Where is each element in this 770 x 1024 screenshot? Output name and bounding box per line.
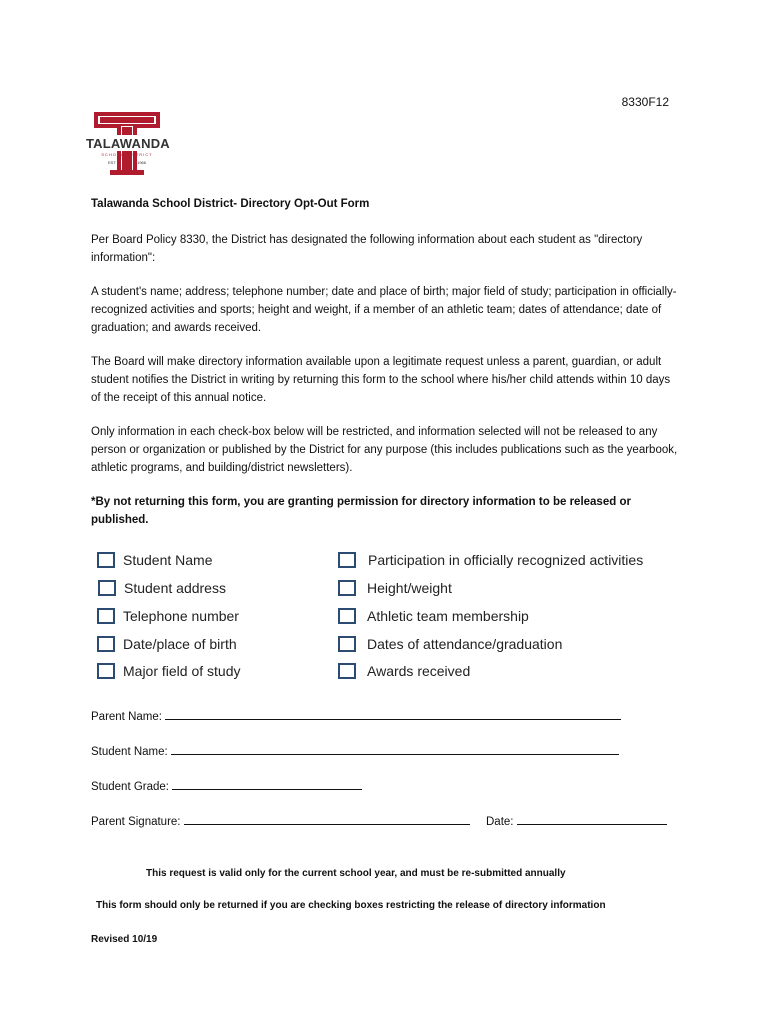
checkbox-label: Major field of study [123,663,241,679]
return-note: This form should only be returned if you are checking boxes restricting the release of directory information [96,900,606,911]
logo-word: TALAWANDA [86,136,170,151]
checkbox-icon[interactable] [338,636,356,652]
form-code: 8330F12 [621,95,669,109]
checkbox-major-field-of-study[interactable] [97,663,241,679]
parent-name-line[interactable] [165,708,621,720]
permission-warning: *By not returning this form, you are granting permission for directory information to be released or published. [91,496,631,526]
checkbox-icon[interactable] [338,608,356,624]
date-label: Date: [486,816,514,828]
parent-signature-line[interactable] [184,813,470,825]
form-title: Talawanda School District- Directory Opt-Out Form [91,198,370,210]
checkbox-athletic-team-membership[interactable] [338,608,529,624]
checkbox-dates-of-attendance[interactable] [338,636,562,652]
logo-subtitle: SCHOOL DISTRICT [101,152,153,157]
checkbox-label: Participation in officially recognized activities [368,552,644,568]
date-line[interactable] [517,813,667,825]
checkbox-label: Height/weight [367,580,452,596]
parent-signature-label: Parent Signature: [91,816,181,828]
checkbox-icon[interactable] [97,636,115,652]
logo-est-label: EST [108,160,116,165]
student-grade-field[interactable] [91,778,362,793]
student-name-label: Student Name: [91,746,168,758]
checkbox-label: Awards received [367,663,471,679]
checkbox-student-address[interactable] [98,580,226,596]
notice-paragraph: The Board will make directory information available upon a legitimate request unless a parent, guardian, or adult student notifies the District in writing by returning this form to the school where his/her child attends within 10 days of the receipt of this annual notice. [91,356,671,404]
checkbox-icon[interactable] [338,580,356,596]
checkbox-awards-received[interactable] [338,663,470,679]
checkbox-label: Telephone number [123,608,239,624]
parent-name-field[interactable] [91,708,621,723]
logo-established [108,160,146,165]
student-name-field[interactable] [91,743,619,758]
policy-paragraph: Per Board Policy 8330, the District has designated the following information about each student as "directory information": [91,234,643,264]
checkbox-icon[interactable] [97,663,115,679]
checkbox-label: Student address [124,580,226,596]
checkbox-icon[interactable] [338,552,356,568]
checkbox-label: Dates of attendance/graduation [367,636,563,652]
checkbox-icon[interactable] [97,608,115,624]
checkbox-icon[interactable] [97,552,115,568]
checkbox-icon[interactable] [98,580,116,596]
logo-est-year: 1966 [137,160,146,165]
checkbox-participation-activities[interactable] [338,552,643,568]
checkbox-icon[interactable] [338,663,356,679]
district-logo [86,110,168,176]
checkbox-label: Date/place of birth [123,636,237,652]
checkbox-label: Student Name [123,552,213,568]
student-name-line[interactable] [171,743,619,755]
date-field[interactable] [486,813,667,828]
checkbox-date-place-of-birth[interactable] [97,636,237,652]
checkbox-telephone-number[interactable] [97,608,239,624]
directory-info-paragraph: A student's name; address; telephone number; date and place of birth; major field of study; participation in officially-recognized activities and sports; height and weight, if a member of an athletic team; dates of attendance; date of graduation; and awards received. [91,286,677,334]
checkbox-label: Athletic team membership [367,608,529,624]
parent-signature-field[interactable] [91,813,470,828]
validity-note: This request is valid only for the current school year, and must be re-submitted annually [146,868,566,879]
checkbox-height-weight[interactable] [338,580,452,596]
parent-name-label: Parent Name: [91,711,162,723]
student-grade-line[interactable] [172,778,362,790]
checkbox-student-name[interactable] [97,552,213,568]
revised-date: Revised 10/19 [91,934,158,945]
restriction-paragraph: Only information in each check-box below will be restricted, and information selected will not be released to any person or organization or published by the District for any purpose (this includes publications such as the yearbook, athletic programs, and building/district newsletters). [91,426,678,474]
student-grade-label: Student Grade: [91,781,169,793]
